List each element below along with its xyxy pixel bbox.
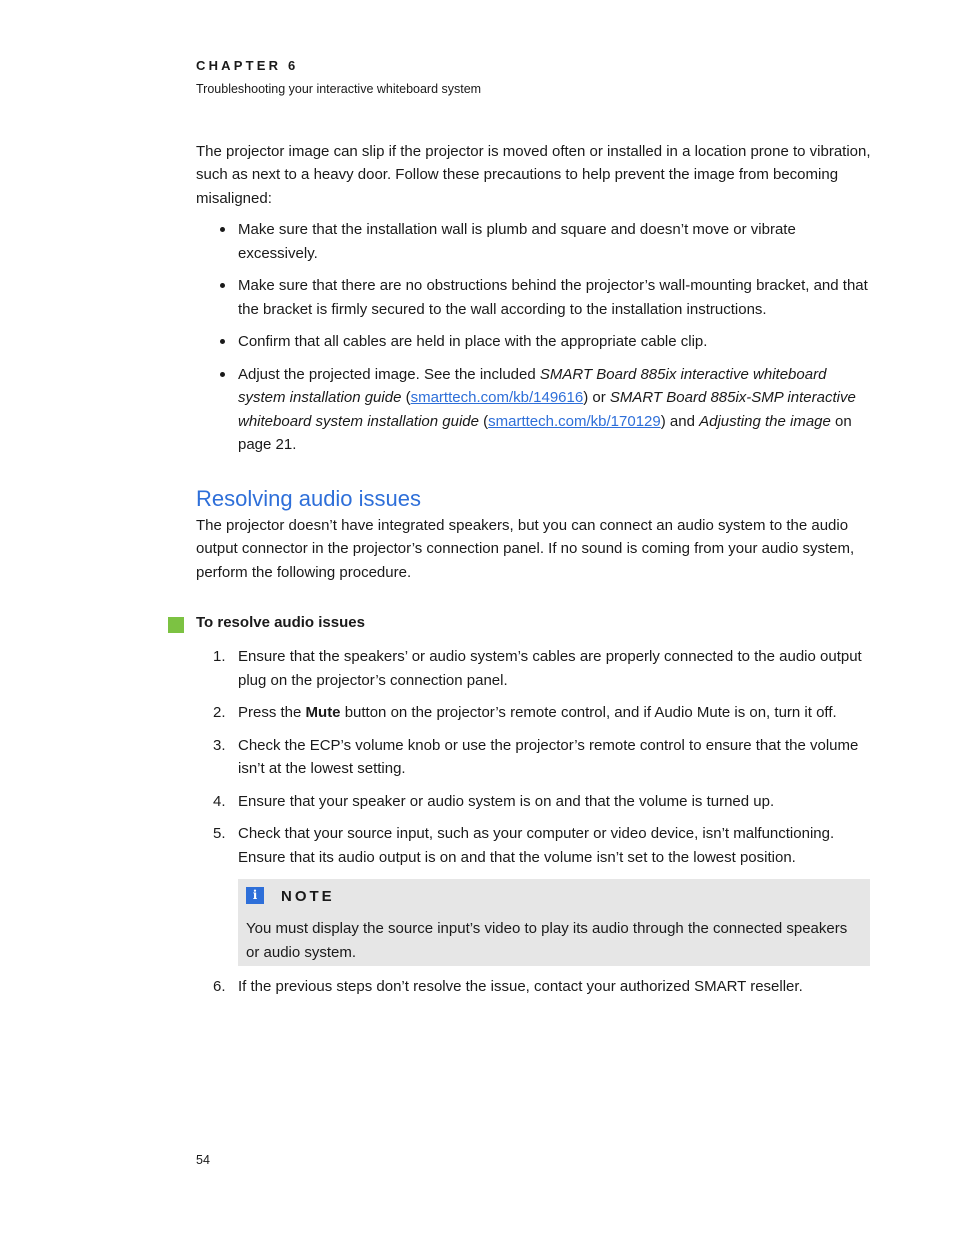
step-item (196, 975, 872, 999)
kb-link-170129[interactable]: smarttech.com/kb/170129 (488, 412, 661, 430)
list-item-text: Make sure that there are no obstructions behind the projector’s wall-mounting bracket, and that the bracket is firmly secured to the wall according to the installation instructions. (238, 277, 868, 318)
list-item-text (238, 366, 856, 454)
note-box (238, 879, 870, 966)
precautions-list (196, 218, 872, 466)
step-number: 5. (213, 825, 226, 842)
step-text: Ensure that your speaker or audio system is on and that the volume is turned up. (238, 792, 775, 810)
step-text: If the previous steps don’t resolve the issue, contact your authorized SMART reseller. (238, 978, 803, 995)
text-segment: button on the projector’s remote control, and if Audio Mute is on, turn it off. (340, 704, 837, 721)
note-text: You must display the source input’s video to play its audio through the connected speakers or audio system. (246, 920, 848, 961)
step-number: 2. (213, 704, 226, 721)
bullet-icon (220, 227, 225, 232)
procedure-steps (196, 645, 872, 878)
chapter-title: Troubleshooting your interactive whiteboard system (196, 82, 482, 96)
text-segment: ( (478, 412, 489, 430)
text-segment: Adjust the projected image. See the included (238, 365, 540, 383)
bullet-icon (220, 372, 225, 377)
text-segment: ) or (583, 389, 610, 406)
step-number: 6. (213, 978, 226, 995)
guide-title-885ix-smp: SMART Board 885ix-SMP interactive whiteboard system installation guide (238, 389, 856, 430)
list-item-text: Confirm that all cables are held in place with the appropriate cable clip. (238, 333, 708, 350)
list-item (196, 218, 872, 265)
list-item (196, 363, 872, 457)
guide-title-885ix: SMART Board 885ix interactive whiteboard system installation guide (238, 365, 827, 406)
note-label: NOTE (281, 888, 335, 905)
info-icon: i (246, 887, 264, 904)
step-item (196, 734, 872, 781)
text-segment: ( (401, 389, 411, 406)
text-segment: on page 21. (238, 412, 852, 453)
text-segment: ) and (660, 412, 700, 430)
mute-button-label: Mute (305, 704, 341, 721)
section-heading: Resolving audio issues (196, 486, 422, 511)
step-text: Check that your source input, such as your computer or video device, isn’t malfunctioning. Ensure that its audio output is on and that the volume isn’t set to the lowest position. (238, 825, 835, 866)
procedure-steps-continued (196, 975, 872, 1008)
step-text: Ensure that the speakers’ or audio system’s cables are properly connected to the audio output plug on the projector’s connection panel. (238, 648, 862, 689)
bullet-icon (220, 283, 225, 288)
section-intro: The projector doesn’t have integrated speakers, but you can connect an audio system to the audio output connector in the projector’s connection panel. If no sound is coming from your audio system, perform the following procedure. (196, 517, 855, 581)
step-number: 4. (213, 792, 226, 810)
list-item (196, 274, 872, 321)
text-segment: Press the (238, 704, 306, 721)
page-number: 54 (196, 1153, 210, 1167)
step-item (196, 701, 872, 725)
procedure-title: To resolve audio issues (196, 614, 365, 631)
cross-reference-title: Adjusting the image (699, 412, 831, 430)
intro-paragraph: The projector image can slip if the projector is moved often or installed in a location prone to vibration, such as next to a heavy door. Follow these precautions to help prevent the image from becoming misaligned: (196, 143, 871, 207)
step-text: Check the ECP’s volume knob or use the projector’s remote control to ensure that the volume isn’t at the lowest setting. (238, 736, 859, 777)
chapter-label: CHAPTER 6 (196, 58, 299, 73)
step-item (196, 790, 872, 814)
step-item (196, 645, 872, 692)
list-item-text: Make sure that the installation wall is plumb and square and doesn’t move or vibrate excessively. (238, 221, 796, 262)
step-number: 1. (213, 648, 226, 665)
step-text (238, 704, 837, 721)
bullet-icon (220, 339, 225, 344)
list-item (196, 330, 872, 354)
procedure-icon (168, 617, 184, 633)
step-number: 3. (213, 736, 226, 754)
kb-link-149616[interactable]: smarttech.com/kb/149616 (410, 389, 584, 406)
step-item (196, 822, 872, 869)
